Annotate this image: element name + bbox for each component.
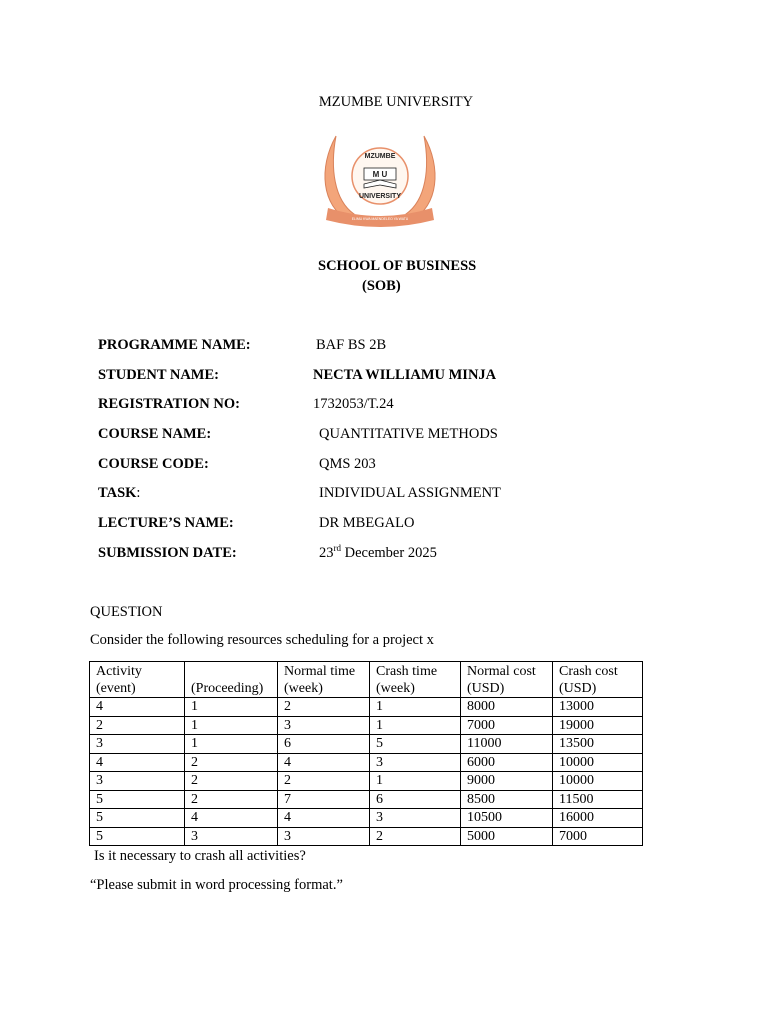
table-cell: 4 [278, 809, 370, 828]
course-name-label: COURSE NAME: [98, 426, 212, 442]
table-row [90, 790, 643, 809]
table-cell: 2 [185, 772, 278, 791]
task-label-colon: : [136, 485, 141, 501]
course-code-label: COURSE CODE: [98, 456, 209, 472]
table-cell: 11000 [461, 735, 553, 754]
table-cell: 4 [90, 698, 185, 717]
logo-ribbon-text: ELIMU KWA MAENDELEO YA WATU [351, 217, 409, 221]
submission-date-suffix: rd [333, 543, 341, 554]
table-cell: 3 [278, 716, 370, 735]
table-cell: 8500 [461, 790, 553, 809]
table-cell: 9000 [461, 772, 553, 791]
table-cell: 3 [278, 827, 370, 846]
table-cell: 4 [185, 809, 278, 828]
logo-top-text: MZUMBE [364, 153, 396, 160]
header-normal-time: Normal time (week) [278, 662, 370, 698]
header-normal-cost: Normal cost (USD) [461, 662, 553, 698]
logo-bottom-text: UNIVERSITY [358, 193, 402, 200]
table-cell: 3 [185, 827, 278, 846]
table-cell: 11500 [553, 790, 643, 809]
task-value: INDIVIDUAL ASSIGNMENT [319, 485, 501, 501]
course-name-value: QUANTITATIVE METHODS [319, 426, 498, 442]
table-row [90, 735, 643, 754]
table-cell: 2 [278, 698, 370, 717]
header-crash-time: Crash time (week) [370, 662, 461, 698]
table-cell: 10000 [553, 772, 643, 791]
programme-name-label: PROGRAMME NAME: [98, 337, 251, 353]
table-cell: 2 [370, 827, 461, 846]
table-cell: 4 [278, 753, 370, 772]
table-cell: 19000 [553, 716, 643, 735]
logo-center-text: M U [372, 170, 388, 179]
header-crash-cost: Crash cost (USD) [553, 662, 643, 698]
student-name-label: STUDENT NAME: [98, 367, 219, 383]
table-cell: 2 [185, 753, 278, 772]
table-row [90, 827, 643, 846]
programme-name-value: BAF BS 2B [316, 337, 387, 353]
table-cell: 5 [370, 735, 461, 754]
table-cell: 5 [90, 809, 185, 828]
table-cell: 3 [90, 735, 185, 754]
resource-scheduling-table [89, 661, 643, 846]
table-cell: 1 [185, 735, 278, 754]
question-prompt: Is it necessary to crash all activities? [94, 848, 306, 864]
table-row [90, 772, 643, 791]
table-cell: 5 [90, 790, 185, 809]
table-cell: 10000 [553, 753, 643, 772]
table-row [90, 698, 643, 717]
registration-no-label: REGISTRATION NO: [98, 396, 240, 412]
table-cell: 6 [370, 790, 461, 809]
table-row [90, 753, 643, 772]
table-cell: 3 [370, 809, 461, 828]
table-cell: 6000 [461, 753, 553, 772]
table-cell: 1 [370, 698, 461, 717]
submission-date-value [319, 545, 437, 562]
submission-instruction: “Please submit in word processing format.” [90, 877, 343, 893]
table-cell: 1 [185, 716, 278, 735]
university-name: MZUMBE UNIVERSITY [318, 94, 474, 110]
table-cell: 16000 [553, 809, 643, 828]
table-cell: 13500 [553, 735, 643, 754]
table-cell: 6 [278, 735, 370, 754]
table-cell: 5000 [461, 827, 553, 846]
table-row [90, 809, 643, 828]
course-code-value: QMS 203 [319, 456, 376, 472]
university-logo [318, 128, 442, 232]
lecturer-name-label: LECTURE’S NAME: [98, 515, 234, 531]
student-name-value: NECTA WILLIAMU MINJA [313, 367, 497, 383]
table-cell: 2 [278, 772, 370, 791]
submission-date-label: SUBMISSION DATE: [98, 545, 237, 561]
submission-date-day: 23 [319, 545, 334, 561]
table-cell: 10500 [461, 809, 553, 828]
table-cell: 1 [370, 716, 461, 735]
table-cell: 7000 [461, 716, 553, 735]
lecturer-name-value: DR MBEGALO [319, 515, 415, 531]
table-cell: 4 [90, 753, 185, 772]
header-activity: Activity (event) [90, 662, 185, 698]
task-label-row [98, 485, 140, 502]
table-cell: 7 [278, 790, 370, 809]
question-heading: QUESTION [90, 604, 163, 620]
header-proceeding: (Proceeding) [185, 662, 278, 698]
table-cell: 5 [90, 827, 185, 846]
table-cell: 13000 [553, 698, 643, 717]
table-cell: 8000 [461, 698, 553, 717]
table-cell: 3 [90, 772, 185, 791]
submission-date-rest: December 2025 [341, 545, 437, 561]
registration-no-value: 1732053/T.24 [313, 396, 394, 412]
table-row [90, 716, 643, 735]
task-label: TASK [98, 485, 137, 501]
question-intro: Consider the following resources scheduling for a project x [90, 632, 434, 648]
table-cell: 3 [370, 753, 461, 772]
table-cell: 1 [185, 698, 278, 717]
table-header-row [90, 662, 643, 698]
school-abbreviation: (SOB) [362, 278, 401, 294]
table-cell: 7000 [553, 827, 643, 846]
school-name: SCHOOL OF BUSINESS [318, 258, 477, 274]
table-cell: 2 [90, 716, 185, 735]
table-cell: 2 [185, 790, 278, 809]
table-cell: 1 [370, 772, 461, 791]
